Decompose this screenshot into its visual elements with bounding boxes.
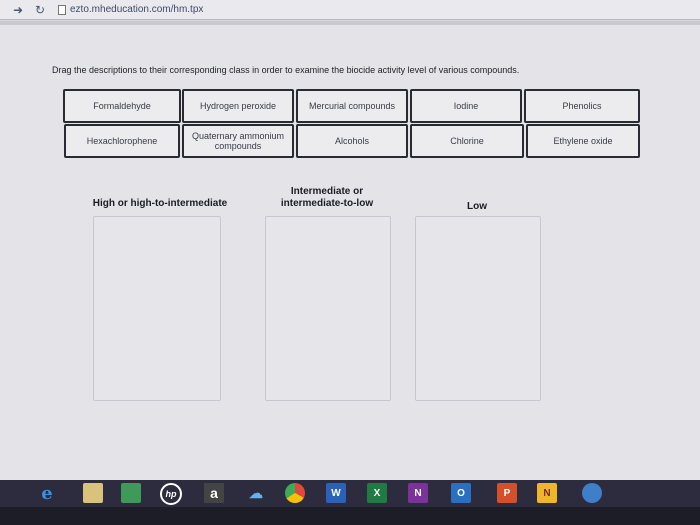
forward-icon[interactable]: ➜ [12,2,24,17]
chip-formaldehyde[interactable]: Formaldehyde [63,89,181,123]
column-header-intermediate: Intermediate or intermediate-to-low [280,186,374,209]
address-bar [0,0,700,20]
cloud-icon[interactable]: ☁ [249,484,263,501]
dropzone-low[interactable] [415,216,541,401]
url-text[interactable]: ezto.mheducation.com/hm.tpx [70,4,204,15]
onenote-icon[interactable]: N [408,483,428,503]
app-globe-icon[interactable] [582,483,602,503]
page-icon [58,5,66,15]
reload-icon[interactable]: ↻ [34,2,46,17]
chip-iodine[interactable]: Iodine [410,89,522,123]
file-explorer-icon[interactable] [83,483,103,503]
internet-explorer-icon[interactable]: e [41,482,53,504]
chrome-icon[interactable] [285,483,305,503]
powerpoint-icon[interactable]: P [497,483,517,503]
chip-hexachlorophene[interactable]: Hexachlorophene [64,124,180,158]
dropzone-intermediate[interactable] [265,216,391,401]
chip-quaternary-ammonium[interactable]: Quaternary ammonium compounds [182,124,294,158]
outlook-icon[interactable]: O [451,483,471,503]
taskbar-bottom-strip [0,507,700,525]
column-header-high: High or high-to-intermediate [92,198,228,209]
chip-chlorine[interactable]: Chlorine [410,124,524,158]
chip-mercurial-compounds[interactable]: Mercurial compounds [296,89,408,123]
chip-alcohols[interactable]: Alcohols [296,124,408,158]
store-icon[interactable] [121,483,141,503]
word-icon[interactable]: W [326,483,346,503]
chip-phenolics[interactable]: Phenolics [524,89,640,123]
hp-icon[interactable]: hp [160,483,182,505]
dropzone-high[interactable] [93,216,221,401]
amazon-icon[interactable]: a [204,483,224,503]
question-page [0,25,700,480]
column-header-low: Low [467,201,487,212]
excel-icon[interactable]: X [367,483,387,503]
question-instruction: Drag the descriptions to their corresponding class in order to examine the biocide activity level of various compounds. [52,65,520,75]
notes-app-icon[interactable]: N [537,483,557,503]
chip-ethylene-oxide[interactable]: Ethylene oxide [526,124,640,158]
chip-hydrogen-peroxide[interactable]: Hydrogen peroxide [182,89,294,123]
